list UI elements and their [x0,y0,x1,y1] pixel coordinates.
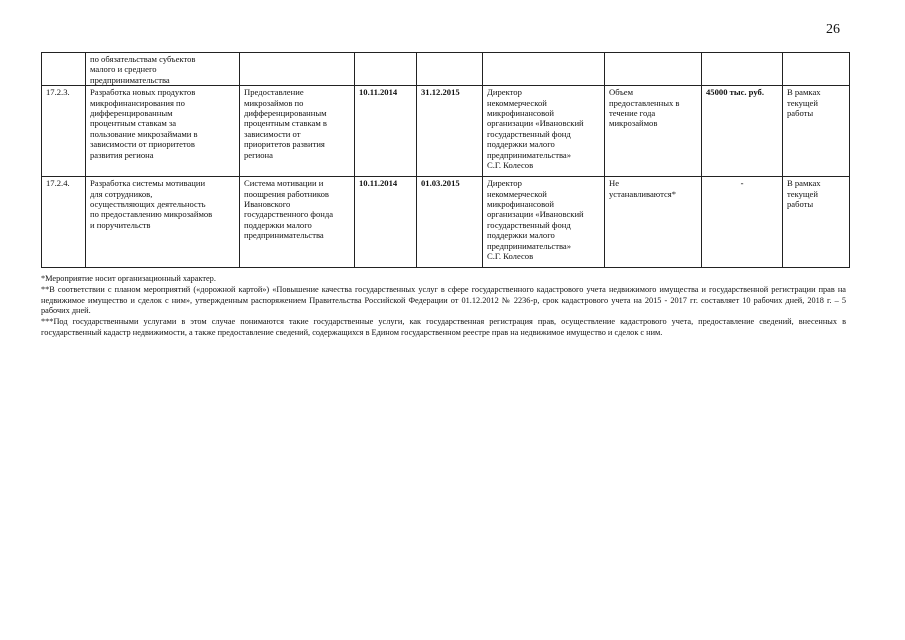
cell-result: Система мотивации и поощрения работников Ивановского государственного фонда поддержки малого предпринимательства [240,177,355,268]
cell-responsible: Директор некоммерческой микрофинансовой организации «Ивановский государственный фонд поддержки малого предпринимательства» С.Г. Колесов [483,177,605,268]
measures-table [41,52,850,268]
table-row [42,177,850,268]
cell-start: 10.11.2014 [355,86,417,177]
cell-indicator: Не устанавливаются* [605,177,702,268]
table-row [42,86,850,177]
cell-indicator: Объем предоставленных в течение года микрозаймов [605,86,702,177]
table-row-continuation [42,53,850,86]
cell-result [240,53,355,86]
cell-end: 01.03.2015 [417,177,483,268]
cell-num: 17.2.3. [42,86,86,177]
cell-value: - [702,177,783,268]
footnote-1: *Мероприятие носит организационный характер. [41,274,216,283]
footnote-3: ***Под государственными услугами в этом случае понимаются такие государственные услуги, как государственная регистрация прав, осуществление кадастрового учета, предоставление сведений, внесенных в государственный кадастр недвижимости, а также предоставление сведений, содержащихся в Едином государственном реестре прав на недвижимое имущество и сделок с ним. [41,317,846,337]
cell-funding: В рамках текущей работы [783,177,850,268]
cell-indicator [605,53,702,86]
cell-start: 10.11.2014 [355,177,417,268]
footnote-2: **В соответствии с планом мероприятий («дорожной картой») «Повышение качества государственных услуг в сфере государственного кадастрового учета недвижимого имущества и государственной регистрации прав на недвижимое имущество и сделок с ним», утвержденным распоряжением Правительства Российской Федерации от 01.12.2012 № 2236-р, срок кадастрового учета на 2015 - 2017 гг. составляет 10 рабочих дней, 2018 г. – 5 рабочих дней. [41,284,846,316]
cell-num: 17.2.4. [42,177,86,268]
cell-value [702,53,783,86]
cell-name: Разработка системы мотивации для сотрудников, осуществляющих деятельность по предоставлению микрозаймов и поручительств [86,177,240,268]
cell-name: Разработка новых продуктов микрофинансирования по дифференцированным процентным ставкам за пользование микрозаймами в зависимости от приоритетов развития региона [86,86,240,177]
cell-responsible: Директор некоммерческой микрофинансовой организации «Ивановский государственный фонд поддержки малого предпринимательства» С.Г. Колесов [483,86,605,177]
cell-end: 31.12.2015 [417,86,483,177]
footnotes [41,274,846,339]
cell-responsible [483,53,605,86]
cell-value: 45000 тыс. руб. [702,86,783,177]
cell-num [42,53,86,86]
cell-result: Предоставление микрозаймов по дифференцированным процентным ставкам в зависимости от приоритетов развития региона [240,86,355,177]
cell-name: по обязательствам субъектов малого и среднего предпринимательства [86,53,240,86]
cell-end [417,53,483,86]
cell-funding: В рамках текущей работы [783,86,850,177]
cell-start [355,53,417,86]
cell-funding [783,53,850,86]
page-number: 26 [826,22,840,37]
